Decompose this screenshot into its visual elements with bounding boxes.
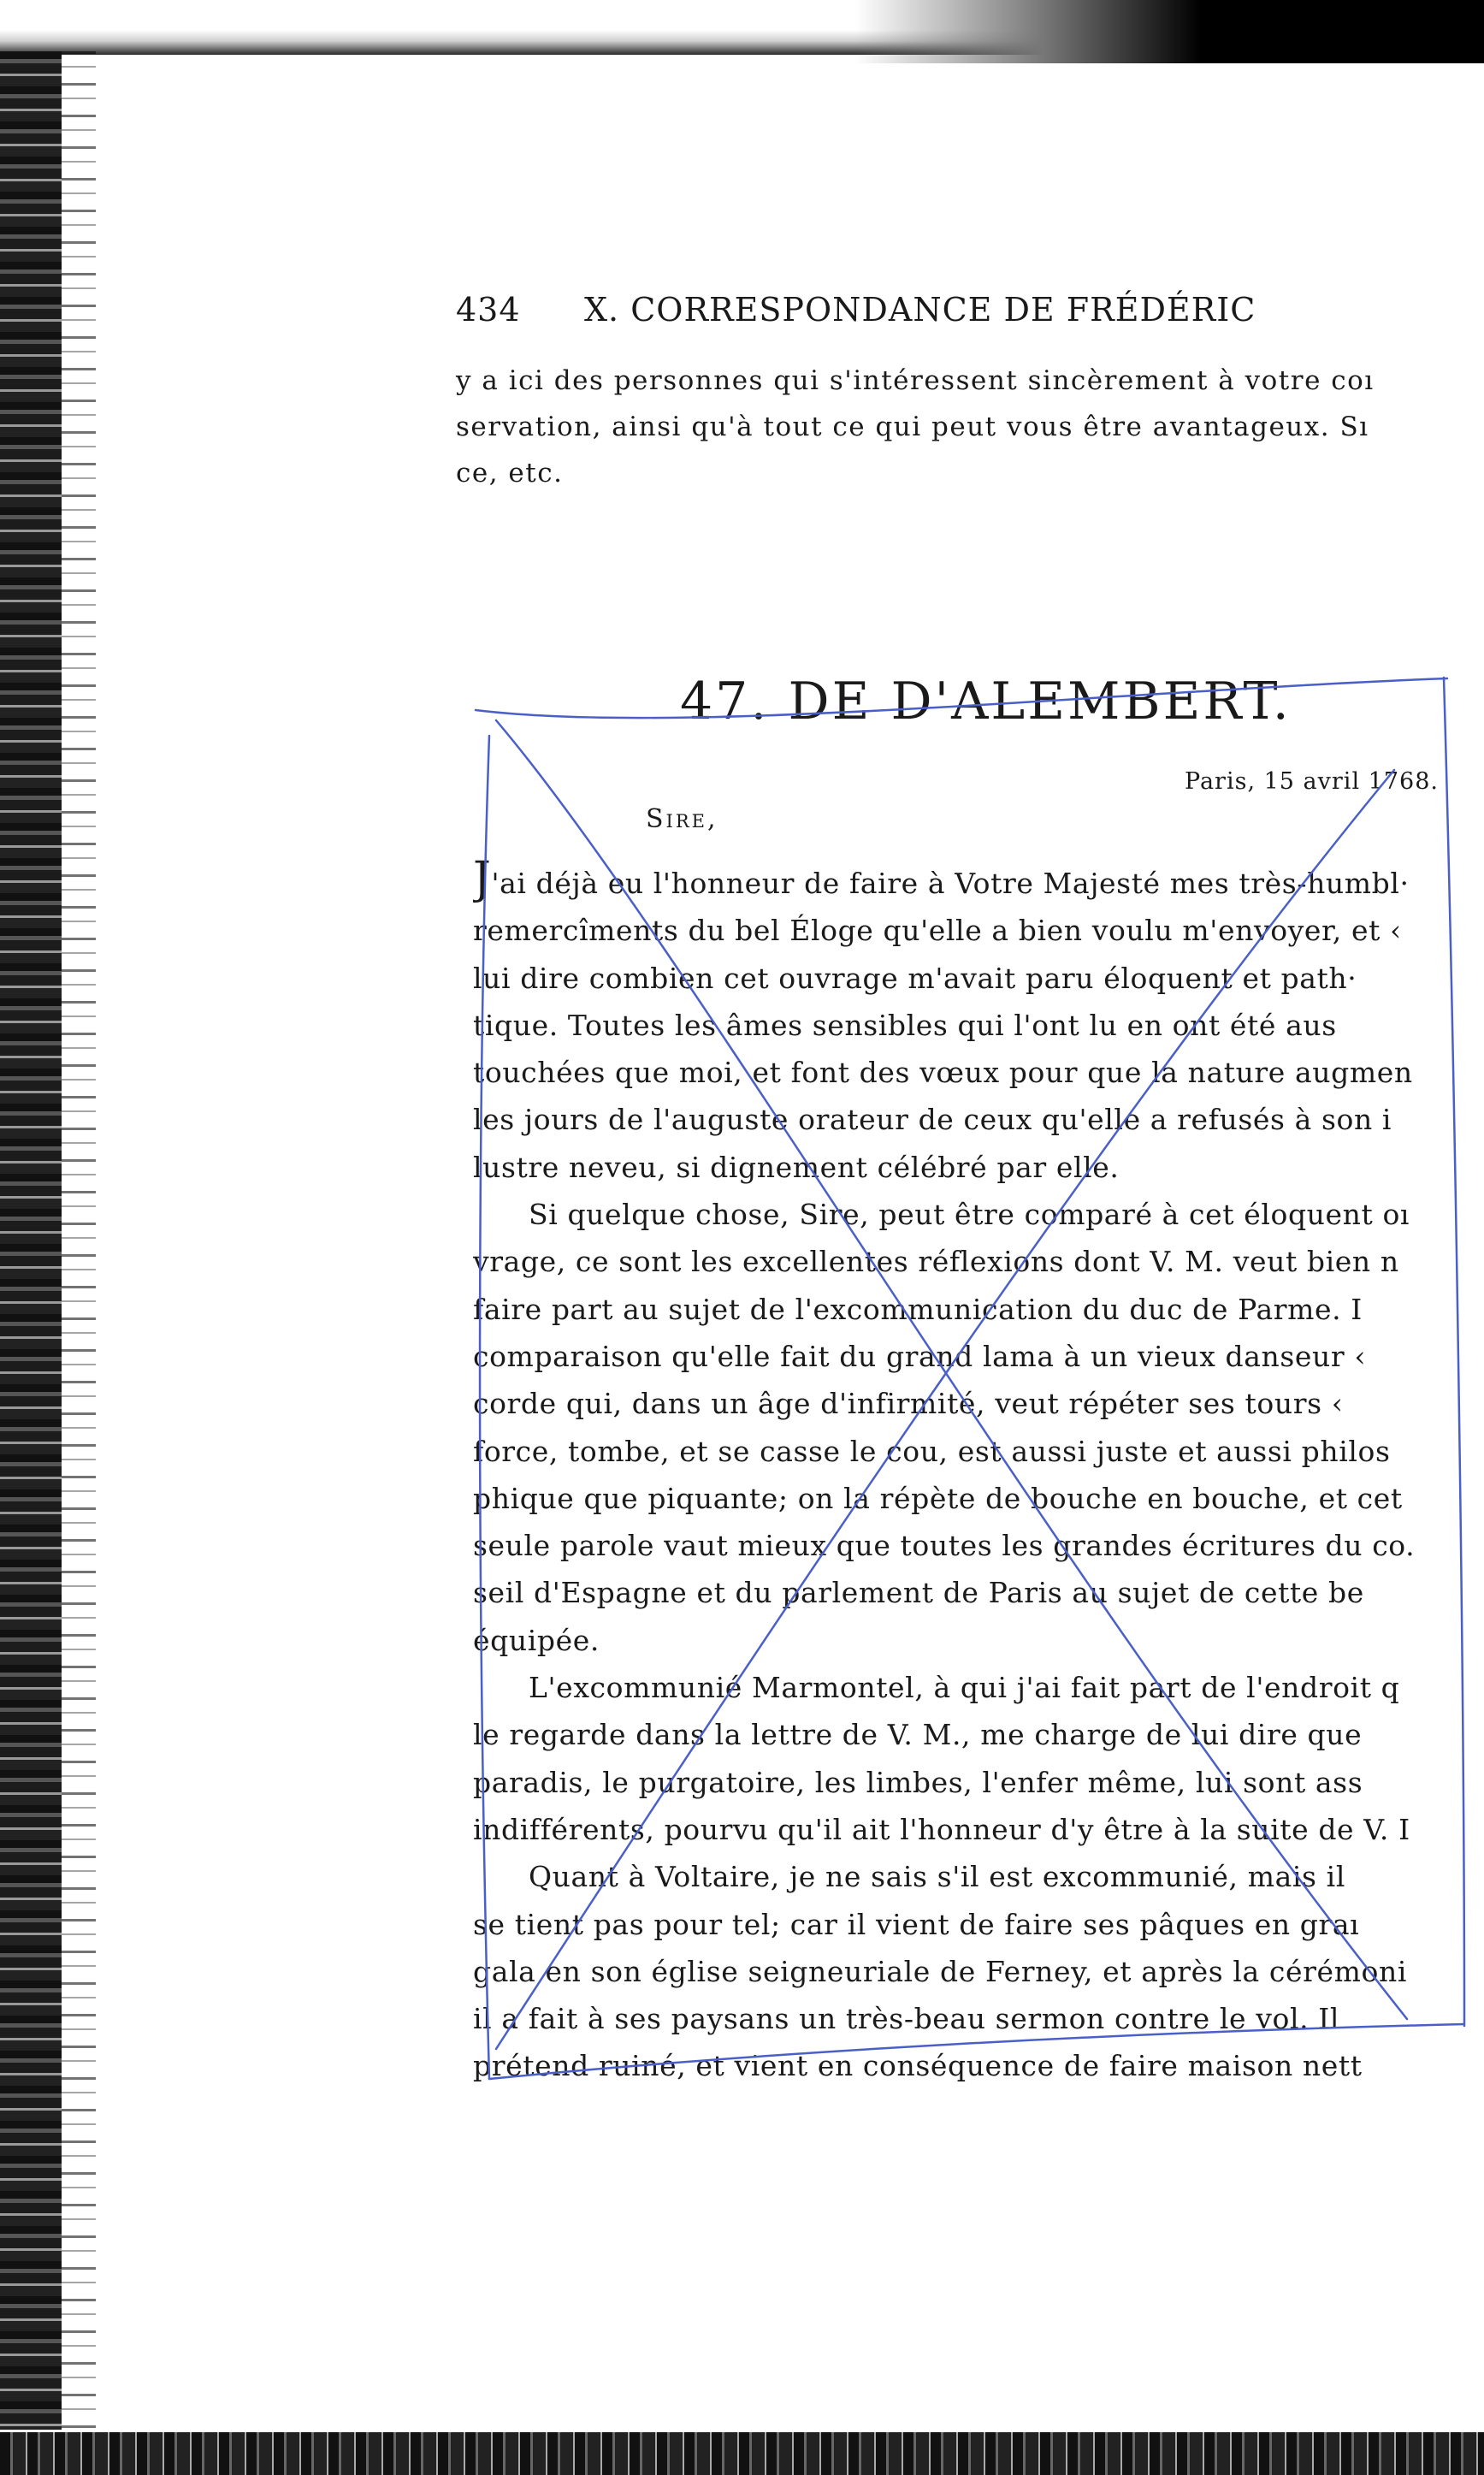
- text-line-content: phique que piquante; on la répète de bouche en bouche, et cet: [473, 1481, 1403, 1515]
- text-line-content: force, tombe, et se casse le cou, est aussi juste et aussi philos: [473, 1434, 1391, 1468]
- text-line-content: les jours de l'auguste orateur de ceux qu'elle a refusés à son i: [473, 1103, 1392, 1137]
- text-line: [473, 907, 1482, 954]
- running-head: [456, 291, 1482, 329]
- text-line: [473, 1333, 1482, 1380]
- text-line-content: lui dire combien cet ouvrage m'avait paru éloquent et path·: [473, 961, 1357, 995]
- text-line-content: équipée.: [473, 1623, 600, 1657]
- letter-body: [473, 860, 1482, 2090]
- text-line-content: remercîments du bel Éloge qu'elle a bien voulu m'envoyer, et ‹: [473, 914, 1402, 948]
- text-line-content: prétend ruiné, et vient en conséquence de faire maison nett: [473, 2049, 1363, 2083]
- text-line-content: paradis, le purgatoire, les limbes, l'enfer même, lui sont ass: [473, 1765, 1363, 1799]
- text-line: [473, 1853, 1482, 1900]
- previous-letter-ending: [456, 358, 1465, 496]
- text-line-content: 'ai déjà eu l'honneur de faire à Votre Majesté mes très-humbl·: [491, 867, 1410, 900]
- text-line: [473, 1806, 1482, 1853]
- text-line-content: corde qui, dans un âge d'infirmité, veut répéter ses tours ‹: [473, 1387, 1344, 1421]
- text-line: [473, 955, 1482, 1002]
- page-number: 434: [456, 291, 521, 329]
- text-line-content: gala en son église seigneuriale de Ferney, et après la cérémoni: [473, 1954, 1407, 1988]
- running-head-title: X. CORRESPONDANCE DE FRÉDÉRIC: [584, 291, 1256, 329]
- text-line: [473, 1901, 1482, 1948]
- text-line-content: indifférents, pourvu qu'il ait l'honneur d'y être à la suite de V. I: [473, 1812, 1410, 1846]
- text-line-content: se tient pas pour tel; car il vient de faire ses pâques en graı: [473, 1907, 1360, 1941]
- text-line: [473, 1759, 1482, 1806]
- letter-title: 47. DE D'ALEMBERT.: [680, 672, 1292, 731]
- text-line: [473, 1238, 1482, 1285]
- text-line: [473, 1380, 1482, 1427]
- text-line-content: Si quelque chose, Sire, peut être comparé à cet éloquent oı: [529, 1198, 1410, 1232]
- text-line: [473, 1049, 1482, 1096]
- text-line-content: touchées que moi, et font des vœux pour que la nature augmen: [473, 1056, 1413, 1090]
- text-line: [473, 1286, 1482, 1333]
- text-line-content: il a fait à ses paysans un très-beau sermon contre le vol. Il: [473, 2002, 1340, 2036]
- text-line-content: lustre neveu, si dignement célébré par elle.: [473, 1150, 1120, 1184]
- text-line: ce, etc.: [456, 458, 564, 488]
- text-line: [473, 1144, 1482, 1191]
- dateline: Paris, 15 avril 1768.: [1185, 768, 1439, 795]
- text-line: [473, 1948, 1482, 1995]
- text-line: [473, 1522, 1482, 1569]
- text-line-content: Quant à Voltaire, je ne sais s'il est excommunié, mais il: [529, 1860, 1345, 1894]
- text-line: [473, 860, 1482, 907]
- text-line-content: seule parole vaut mieux que toutes les grandes écritures du co.: [473, 1529, 1416, 1563]
- text-line: [473, 1428, 1482, 1475]
- text-line: [473, 1664, 1482, 1711]
- text-line-content: tique. Toutes les âmes sensibles qui l'ont lu en ont été aus: [473, 1008, 1337, 1042]
- text-line: [473, 1002, 1482, 1049]
- text-line: [473, 1569, 1482, 1616]
- text-line: [473, 2042, 1482, 2089]
- salutation: Sire,: [646, 804, 718, 834]
- text-line: servation, ainsi qu'à tout ce qui peut vous être avantageux. Sı: [456, 412, 1369, 442]
- text-line-content: L'excommunié Marmontel, à qui j'ai fait part de l'endroit q: [529, 1671, 1400, 1705]
- text-line: y a ici des personnes qui s'intéressent sincèrement à votre coı: [456, 365, 1375, 396]
- text-line: [473, 1096, 1482, 1143]
- text-line-content: seil d'Espagne et du parlement de Paris au sujet de cette be: [473, 1576, 1364, 1610]
- text-line-content: vrage, ce sont les excellentes réflexions dont V. M. veut bien n: [473, 1245, 1399, 1279]
- text-line-content: comparaison qu'elle fait du grand lama à un vieux danseur ‹: [473, 1339, 1367, 1373]
- text-line: [473, 1617, 1482, 1664]
- text-line: [473, 1191, 1482, 1238]
- text-line: [473, 1995, 1482, 2042]
- text-line-content: faire part au sujet de l'excommunication du duc de Parme. I: [473, 1292, 1363, 1326]
- text-line: [473, 1711, 1482, 1758]
- drop-cap: J: [473, 860, 492, 904]
- text-line-content: le regarde dans la lettre de V. M., me charge de lui dire que: [473, 1718, 1363, 1752]
- text-line: [473, 1475, 1482, 1522]
